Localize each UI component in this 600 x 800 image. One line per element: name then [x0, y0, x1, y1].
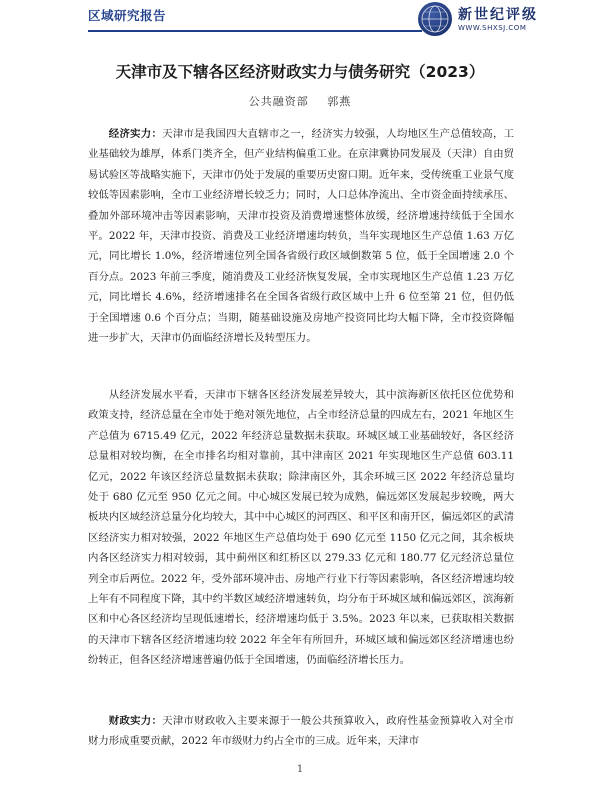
company-logo	[418, 2, 554, 42]
document-title: 天津市及下辖各区经济财政实力与债务研究（2023）	[115, 63, 485, 81]
paragraph-district-development	[88, 385, 514, 671]
page-number: 1	[296, 764, 304, 775]
paragraph-lead: 经济实力：	[108, 128, 163, 140]
author-department: 公共融资部	[248, 95, 309, 108]
paragraph-lead: 财政实力：	[108, 715, 163, 727]
author-line	[0, 93, 600, 109]
paragraph-fiscal-strength	[88, 711, 514, 752]
paragraph-text: 从经济发展水平看，天津市下辖各区经济发展差异较大，其中滨海新区依托区位优势和政策支持，经济总量在全市处于绝对领先地位，占全市经济总量的四成左右，2021 年地区生产总值为 6715.49 亿元，2022 年经济总量数据未获取。环城区域工业基础较好，各区经济总量相对较均衡，在全市排名均相对靠前，其中津南区 2021 年实现地区生产总值 603.11 亿元，2022 年该区经济总量数据未获取；除津南区外，其余环城三区 2022 年经济总量均处于 680 亿元至 950 亿元之间。中心城区发展已较为成熟，偏远郊区发展起步较晚，两大板块内区域经济总量分化均较大，其中中心城区的河西区、和平区和南开区，偏远郊区的武清区经济实力相对较强，2022 年地区生产总值均处于 690 亿元至 1150 亿元之间，其余板块内各区经济实力相对较弱，其中蓟州区和红桥区以 279.33 亿元和 180.77 亿元经济总量位列全市后两位。2022 年，受外部环境冲击、房地产行业下行等因素影响，各区经济增速均较上年有不同程度下降，其中约半数区域经济增速转负，均分布于环城区域和偏远郊区，滨海新区和中心各区经济均呈现低速增长，经济增速均低于 3.5%。2023 年以来，已获取相关数据的天津市下辖各区经济增速均较 2022 年全年有所回升，环城区域和偏远郊区经济增速也纷纷转正，但各区经济增速普遍仍低于全国增速，仍面临经济增长压力。	[88, 389, 515, 667]
paragraph-economic-strength	[88, 124, 514, 348]
author-name: 郭燕	[327, 95, 352, 108]
paragraph-text: 天津市是我国四大直辖市之一，经济实力较强，人均地区生产总值较高，工业基础较为雄厚，体系门类齐全，但产业结构偏重工业。在京津冀协同发展及（天津）自由贸易试验区等战略实施下，天津市仍处于发展的重要历史窗口期。近年来，受传统重工业景气度较低等因素影响，全市工业经济增长较乏力；同时，人口总体净流出、全市资金面持续承压、叠加外部环境冲击等因素影响，天津市投资及消费增速整体放缓，经济增速持续低于全国水平。2022 年，天津市投资、消费及工业经济增速均转负，当年实现地区生产总值 1.63 万亿元，同比增长 1.0%，经济增速位列全国各省级行政区域倒数第 5 位，低于全国增速 2.0 个百分点。2023 年前三季度，随消费及工业经济恢复发展，全市实现地区生产总值 1.23 万亿元，同比增长 4.6%，经济增速排名在全国各省级行政区域中上升 6 位至第 21 位，但仍低于全国增速 0.6 个百分点；当期，随基础设施及房地产投资同比均大幅下降，全市投资降幅进一步扩大，天津市仍面临经济增长及转型压力。	[88, 128, 515, 345]
report-type-label: 区域研究报告	[88, 8, 167, 23]
logo-name: 新世纪评级	[458, 7, 538, 23]
globe-logo-icon	[418, 2, 452, 36]
paragraph-text: 天津市财政收入主要来源于一般公共预算收入，政府性基金预算收入对全市财力形成重要贡献，2022 年市级财力约占全市的三成。近年来，天津市	[88, 715, 515, 748]
page-header	[0, 0, 600, 52]
header-divider	[88, 30, 422, 32]
logo-url: WWW.SHXSJ.COM	[458, 24, 527, 32]
